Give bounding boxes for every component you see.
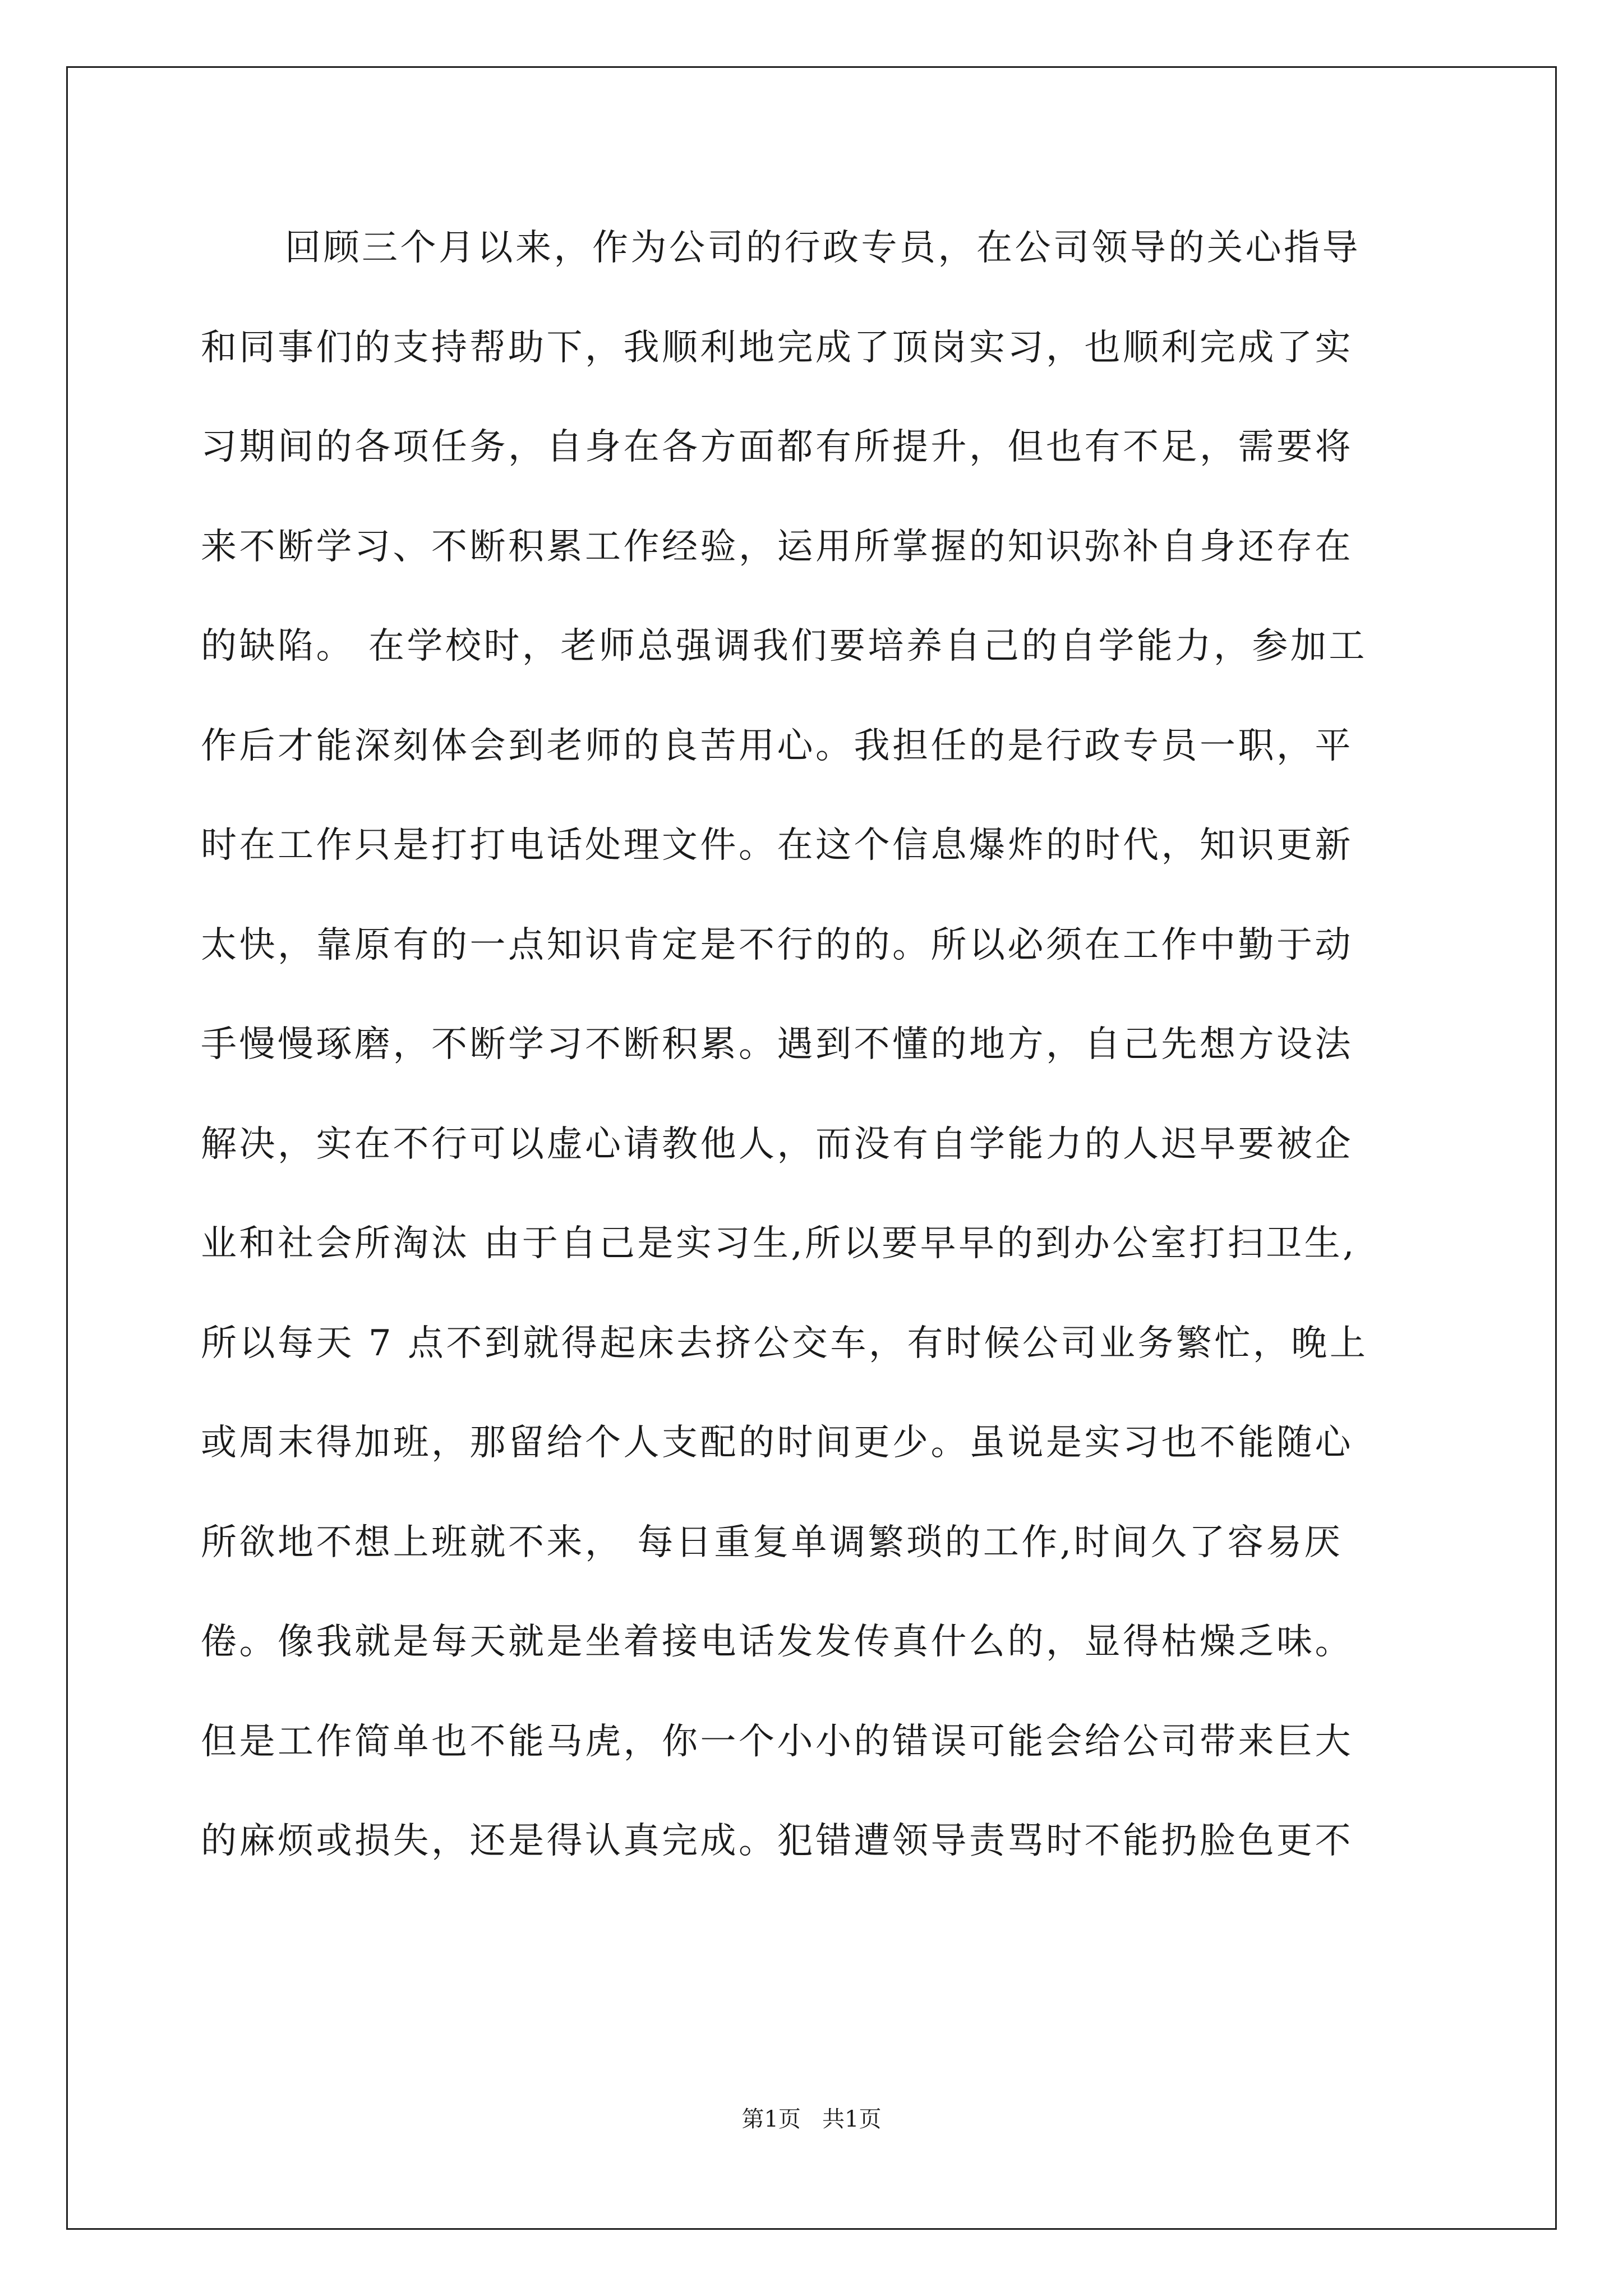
text-line: 的麻烦或损失，还是得认真完成。犯错遭领导责骂时不能扔脸色更不 — [201, 1820, 1353, 1862]
text-line: 倦。像我就是每天就是坐着接电话发发传真什么的，显得枯燥乏味。 — [201, 1621, 1353, 1663]
text-line: 所以每天 7 点不到就得起床去挤公交车，有时候公司业务繁忙，晚上 — [201, 1322, 1368, 1364]
body-text — [201, 220, 1429, 1913]
text-line: 回顾三个月以来，作为公司的行政专员，在公司领导的关心指导 — [285, 227, 1361, 269]
text-line: 时在工作只是打打电话处理文件。在这个信息爆炸的时代，知识更新 — [201, 825, 1353, 866]
text-line: 和同事们的支持帮助下，我顺利地完成了顶岗实习，也顺利完成了实 — [201, 326, 1353, 369]
page-footer: 第1页 共1页 — [741, 2106, 882, 2132]
text-line: 或周末得加班，那留给个人支配的时间更少。虽说是实习也不能随心 — [201, 1422, 1353, 1464]
text-line: 所欲地不想上班就不来， 每日重复单调繁琐的工作,时间久了容易厌 — [201, 1521, 1343, 1563]
text-line: 作后才能深刻体会到老师的良苦用心。我担任的是行政专员一职，平 — [201, 725, 1353, 767]
text-line: 解决，实在不行可以虚心请教他人，而没有自学能力的人迟早要被企 — [201, 1123, 1353, 1165]
text-line: 业和社会所淘汰 由于自己是实习生,所以要早早的到办公室打扫卫生, — [201, 1223, 1357, 1264]
text-line: 来不断学习、不断积累工作经验，运用所掌握的知识弥补自身还存在 — [201, 526, 1353, 568]
text-line: 习期间的各项任务，自身在各方面都有所提升，但也有不足，需要将 — [201, 426, 1353, 468]
text-line: 太快，靠原有的一点知识肯定是不行的的。所以必须在工作中勤于动 — [201, 924, 1353, 966]
text-line: 的缺陷。 在学校时，老师总强调我们要培养自己的自学能力，参加工 — [201, 625, 1367, 667]
text-line: 但是工作简单也不能马虎，你一个小小的错误可能会给公司带来巨大 — [201, 1720, 1353, 1763]
text-line: 手慢慢琢磨，不断学习不断积累。遇到不懂的地方，自己先想方设法 — [201, 1024, 1353, 1065]
